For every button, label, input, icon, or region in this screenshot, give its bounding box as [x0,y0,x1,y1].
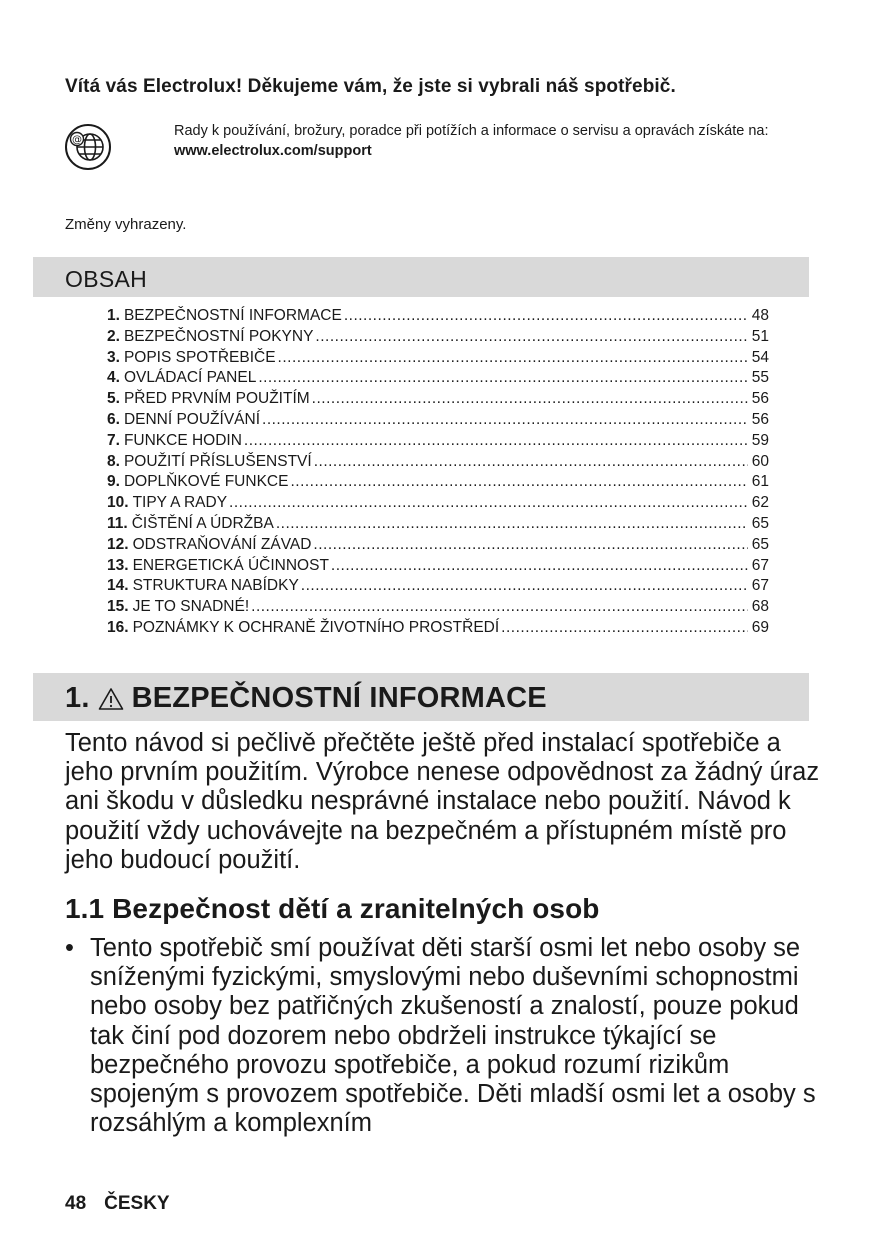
toc-entry-label: ČIŠTĚNÍ A ÚDRŽBA [131,514,274,532]
toc-entry-page: 56 [751,410,769,428]
toc-entry-page: 48 [751,307,769,324]
toc-leader-dots [312,389,748,410]
support-info [174,121,814,161]
toc-entry-page: 51 [751,327,769,345]
toc-entry[interactable] [107,618,769,639]
toc-entry[interactable] [107,306,769,327]
toc-entry-number: 13. [107,556,129,574]
toc-entry-label: STRUKTURA NABÍDKY [132,577,299,595]
toc-leader-dots [251,597,748,618]
toc-entry[interactable] [107,514,769,535]
globe-support-icon [64,123,112,171]
toc-entry-label: ENERGETICKÁ ÚČINNOST [132,556,329,574]
toc-entry-label: ODSTRAŇOVÁNÍ ZÁVAD [132,535,312,553]
toc-entry-page: 59 [751,431,769,449]
support-link[interactable]: www.electrolux.com/support [174,143,372,159]
toc-entry-number: 1. [107,307,120,324]
changes-reserved-note: Změny vyhrazeny. [65,216,187,233]
toc-entry-page: 69 [751,618,769,636]
toc-entry-page: 65 [751,514,769,532]
welcome-heading: Vítá vás Electrolux! Děkujeme vám, že jste si vybrali náš spotřebič. [65,76,676,97]
toc-leader-dots [344,306,748,327]
toc-entry-number: 6. [107,410,120,428]
toc-entry-number: 8. [107,452,120,470]
toc-entry-number: 3. [107,348,120,366]
toc-entry-label: BEZPEČNOSTNÍ INFORMACE [123,307,342,324]
toc-leader-dots [301,576,748,597]
section-heading-bar [33,673,809,721]
toc-leader-dots [276,514,748,535]
toc-entry-label: DOPLŇKOVÉ FUNKCE [123,473,289,491]
toc-entry[interactable] [107,452,769,473]
toc-entry[interactable] [107,535,769,556]
toc-entry[interactable] [107,597,769,618]
section-intro-paragraph: Tento návod si pečlivě přečtěte ještě před instalací spotřebiče a jeho prvním použitím. Výrobce nenese odpovědnost za žádný úraz ani škodu v důsledku nesprávné instalace nebo použití. Návod k použití vždy uchovávejte na bezpečném a přístupném místě pro jeho budoucí použití. [65,729,820,874]
toc-entry-page: 62 [751,494,769,512]
toc-entry-number: 7. [107,431,120,449]
toc-entry-label: DENNÍ POUŽÍVÁNÍ [123,410,261,428]
section-number: 1. [65,682,90,714]
page-number: 48 [65,1193,87,1214]
toc-entry-label: POUŽITÍ PŘÍSLUŠENSTVÍ [123,452,312,470]
toc-leader-dots [258,368,747,389]
toc-entry-page: 60 [751,452,769,470]
toc-entry-page: 55 [751,369,769,387]
toc-entry-number: 9. [107,473,120,491]
toc-entry[interactable] [107,348,769,369]
toc-leader-dots [331,556,748,577]
toc-entry-label: BEZPEČNOSTNÍ POKYNY [123,327,314,345]
toc-leader-dots [229,493,748,514]
toc-leader-dots [278,348,748,369]
footer-language: ČESKY [104,1193,170,1214]
bullet-text: Tento spotřebič smí používat děti starší osmi let nebo osoby se sníženými fyzickými, smyslovými nebo duševními schopnostmi nebo osoby bez patřičných zkušeností a znalostí, pouze pokud tak činí pod dozorem nebo obdrželi instrukce týkající se bezpečného provozu spotřebiče, a pokud rozumí rizikům spojeným s provozem spotřebiče. Děti mladší osmi let a osoby s rozsáhlým a komplexním [90,934,816,1138]
toc-leader-dots [313,535,747,556]
toc-leader-dots [501,618,748,639]
toc-entry[interactable] [107,431,769,452]
toc-entry[interactable] [107,389,769,410]
support-description: Rady k používání, brožury, poradce při potížích a informace o servisu a opravách získáte na: [174,123,769,139]
toc-leader-dots [290,472,747,493]
toc-entry-page: 56 [751,390,769,408]
toc-entry-number: 10. [107,494,129,512]
toc-entry-number: 12. [107,535,129,553]
bullet-mark: • [65,934,74,962]
toc-leader-dots [262,410,748,431]
toc-entry[interactable] [107,493,769,514]
toc-entry[interactable] [107,410,769,431]
toc-entry[interactable] [107,472,769,493]
toc-entry-number: 16. [107,618,129,636]
toc-entry-page: 65 [751,535,769,553]
svg-text:@: @ [72,134,82,146]
toc-title: OBSAH [65,266,148,292]
section-title-text: BEZPEČNOSTNÍ INFORMACE [131,682,547,714]
toc-entry-label: FUNKCE HODIN [123,431,242,449]
toc-leader-dots [314,452,748,473]
subsection-title: 1.1 Bezpečnost dětí a zranitelných osob [65,893,600,924]
toc-entry-label: OVLÁDACÍ PANEL [123,369,257,387]
toc-entry-number: 2. [107,327,120,345]
toc-entry-label: JE TO SNADNÉ! [132,598,250,616]
toc-entry[interactable] [107,556,769,577]
toc-heading-bar [33,257,809,297]
toc-entry-label: PŘED PRVNÍM POUŽITÍM [123,390,310,408]
toc-entry-page: 67 [751,577,769,595]
toc-entry-number: 14. [107,577,129,595]
toc-leader-dots [244,431,748,452]
toc-entry[interactable] [107,327,769,348]
toc-entry-number: 4. [107,369,120,387]
toc-entry-number: 11. [107,514,128,532]
toc-entry-page: 54 [751,348,769,366]
toc-entry-page: 67 [751,556,769,574]
toc-entry[interactable] [107,576,769,597]
toc-entry-page: 68 [751,598,769,616]
toc-entry-page: 61 [751,473,769,491]
toc-entry-label: POZNÁMKY K OCHRANĚ ŽIVOTNÍHO PROSTŘEDÍ [132,618,500,636]
toc-entry[interactable] [107,368,769,389]
table-of-contents [107,306,769,639]
warning-triangle-icon [98,687,124,711]
section-title [65,682,547,715]
toc-entry-label: POPIS SPOTŘEBIČE [123,348,276,366]
toc-entry-number: 15. [107,598,129,616]
toc-entry-label: TIPY A RADY [132,494,228,512]
page-footer [65,1193,170,1215]
toc-leader-dots [315,327,747,348]
list-item [65,934,825,1138]
toc-entry-number: 5. [107,390,120,408]
